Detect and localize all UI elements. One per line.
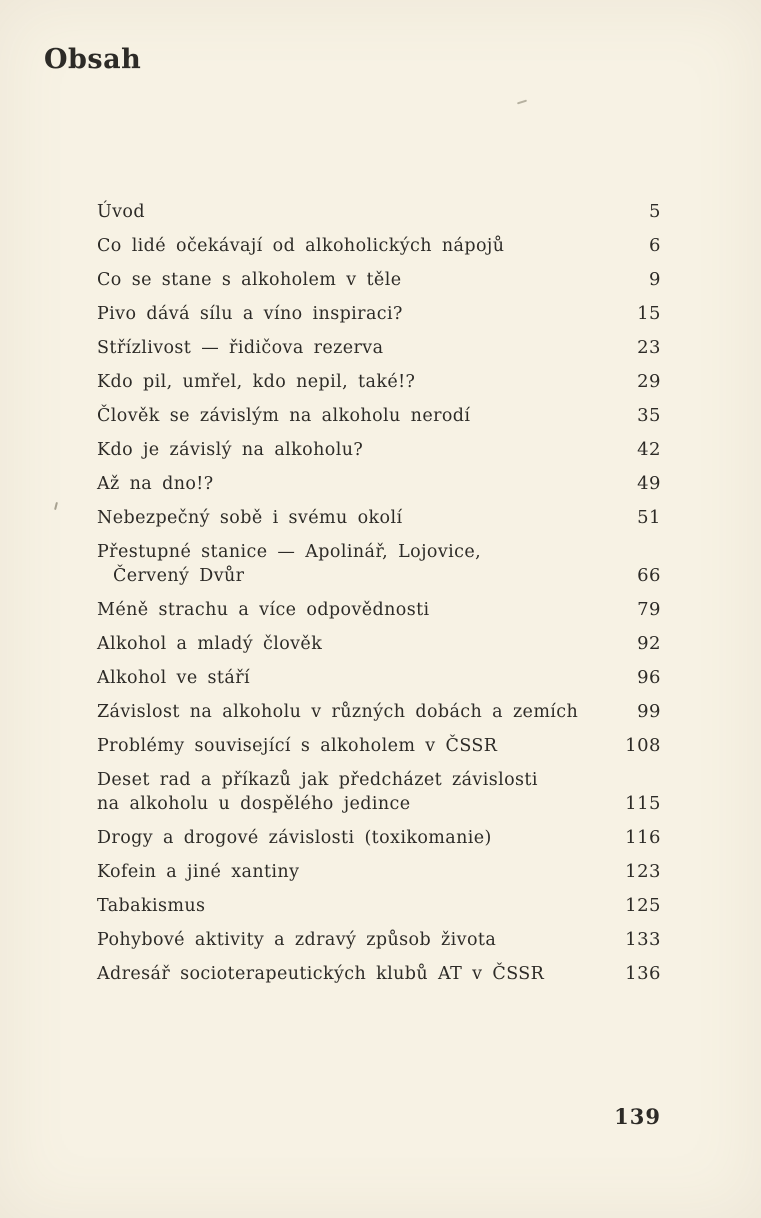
toc-entry-line: Deset rad a příkazů jak předcházet závislosti [97, 770, 538, 790]
toc-entry [97, 860, 661, 884]
toc-entry-title [97, 962, 615, 986]
toc-entry-page: 133 [625, 929, 661, 950]
toc-entry-line: Nebezpečný sobě i svému okolí [97, 508, 403, 528]
toc-list [97, 200, 661, 996]
toc-entry [97, 928, 661, 952]
toc-entry-line: Pivo dává sílu a víno inspiraci? [97, 304, 403, 324]
toc-entry [97, 632, 661, 656]
toc-entry-line: Člověk se závislým na alkoholu nerodí [97, 406, 471, 426]
toc-entry [97, 598, 661, 622]
page-number: 139 [614, 1104, 661, 1129]
toc-entry-line: Červený Dvůr [113, 566, 245, 586]
toc-entry [97, 370, 661, 394]
toc-entry [97, 200, 661, 224]
toc-entry-line: Kofein a jiné xantiny [97, 862, 300, 882]
toc-entry-line: Alkohol a mladý člověk [97, 634, 323, 654]
toc-entry-title [97, 336, 615, 360]
toc-entry [97, 826, 661, 850]
toc-entry-title [97, 472, 615, 496]
toc-entry-page: 35 [637, 405, 661, 426]
scan-artifact [517, 100, 527, 105]
toc-entry-line: Přestupné stanice — Apolinář, Lojovice, [97, 542, 482, 562]
toc-entry-title [97, 438, 615, 462]
toc-entry-line: Tabakismus [97, 896, 206, 916]
toc-entry-title [97, 632, 615, 656]
toc-entry-page: 42 [637, 439, 661, 460]
toc-entry-line: Adresář socioterapeutických klubů AT v ČSSR [97, 964, 545, 984]
toc-entry-page: 125 [625, 895, 661, 916]
toc-entry [97, 540, 661, 588]
toc-entry-page: 99 [637, 701, 661, 722]
toc-entry-title [97, 666, 615, 690]
toc-entry-line: Drogy a drogové závislosti (toxikomanie) [97, 828, 492, 848]
toc-entry [97, 962, 661, 986]
toc-entry-line: Pohybové aktivity a zdravý způsob života [97, 930, 497, 950]
toc-entry-page: 136 [625, 963, 661, 984]
toc-entry-page: 92 [637, 633, 661, 654]
toc-entry-line: Alkohol ve stáří [97, 668, 250, 688]
toc-entry-title [97, 894, 615, 918]
toc-entry-title [97, 598, 615, 622]
toc-entry [97, 268, 661, 292]
toc-entry-page: 5 [649, 201, 661, 222]
toc-entry [97, 894, 661, 918]
toc-entry [97, 336, 661, 360]
scan-artifact [54, 502, 58, 510]
toc-entry [97, 234, 661, 258]
toc-entry-title [97, 860, 615, 884]
toc-entry-line: Kdo je závislý na alkoholu? [97, 440, 364, 460]
toc-entry-page: 29 [637, 371, 661, 392]
toc-entry-line: Méně strachu a více odpovědnosti [97, 600, 430, 620]
toc-entry-page: 96 [637, 667, 661, 688]
page-title: Obsah [44, 44, 142, 75]
toc-entry-title [97, 370, 615, 394]
toc-entry [97, 506, 661, 530]
toc-entry-page: 6 [649, 235, 661, 256]
toc-entry-title [97, 700, 615, 724]
toc-entry-title [97, 404, 615, 428]
toc-entry-title [97, 826, 615, 850]
toc-entry [97, 768, 661, 816]
toc-entry-page: 51 [637, 507, 661, 528]
toc-entry-page: 115 [625, 793, 661, 814]
toc-entry-title [97, 928, 615, 952]
toc-entry-page: 108 [625, 735, 661, 756]
toc-entry-page: 15 [637, 303, 661, 324]
toc-entry-title [97, 302, 615, 326]
toc-entry-line: Závislost na alkoholu v různých dobách a zemích [97, 702, 579, 722]
toc-entry-page: 23 [637, 337, 661, 358]
toc-entry-page: 49 [637, 473, 661, 494]
toc-entry-line: na alkoholu u dospělého jedince [97, 794, 411, 814]
toc-entry [97, 302, 661, 326]
toc-entry [97, 666, 661, 690]
toc-entry-line: Co lidé očekávají od alkoholických nápojů [97, 236, 505, 256]
toc-entry-title [97, 768, 615, 816]
toc-entry-line: Co se stane s alkoholem v těle [97, 270, 402, 290]
toc-entry [97, 472, 661, 496]
toc-entry-title [97, 268, 615, 292]
toc-entry-page: 79 [637, 599, 661, 620]
toc-entry-title [97, 540, 615, 588]
toc-entry-title [97, 200, 615, 224]
toc-entry-title [97, 734, 615, 758]
toc-entry-page: 9 [649, 269, 661, 290]
toc-entry-title [97, 234, 615, 258]
toc-entry-title [97, 506, 615, 530]
toc-entry-line: Střízlivost — řidičova rezerva [97, 338, 384, 358]
toc-entry-page: 116 [625, 827, 661, 848]
toc-entry-line: Úvod [97, 202, 145, 222]
toc-entry-page: 123 [625, 861, 661, 882]
toc-entry-page: 66 [637, 565, 661, 586]
toc-entry-line: Až na dno!? [97, 474, 214, 494]
toc-entry-line: Kdo pil, umřel, kdo nepil, také!? [97, 372, 416, 392]
toc-entry [97, 438, 661, 462]
toc-entry [97, 700, 661, 724]
toc-entry [97, 734, 661, 758]
toc-entry [97, 404, 661, 428]
toc-entry-line: Problémy související s alkoholem v ČSSR [97, 736, 498, 756]
